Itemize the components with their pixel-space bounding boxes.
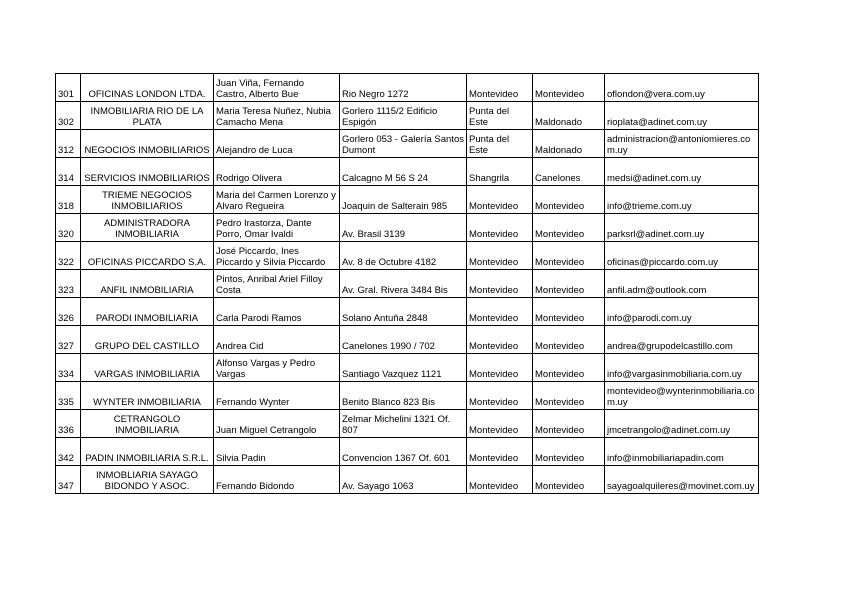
address-cell: Rio Negro 1272 [340, 74, 467, 102]
agency-name-cell: TRIEME NEGOCIOS INMOBILIARIOS [81, 186, 214, 214]
email-cell: info@trieme.com.uy [605, 186, 759, 214]
department-cell: Montevideo [533, 354, 605, 382]
department-cell: Montevideo [533, 270, 605, 298]
city-cell: Montevideo [467, 354, 533, 382]
department-cell: Montevideo [533, 466, 605, 494]
listing-rows [56, 74, 759, 494]
contact-names-cell: José Piccardo, Ines Piccardo y Silvia Piccardo [214, 242, 340, 270]
record-number-cell: 318 [56, 186, 81, 214]
department-cell: Canelones [533, 158, 605, 186]
city-cell: Montevideo [467, 298, 533, 326]
table-row [56, 242, 759, 270]
city-cell: Montevideo [467, 438, 533, 466]
agency-name-cell: ANFIL INMOBILIARIA [81, 270, 214, 298]
city-cell: Montevideo [467, 382, 533, 410]
contact-names-cell: Juan Viña, Fernando Castro, Alberto Bue [214, 74, 340, 102]
record-number-cell: 323 [56, 270, 81, 298]
department-cell: Montevideo [533, 214, 605, 242]
record-number-cell: 336 [56, 410, 81, 438]
email-cell: administracion@antoniomieres.com.uy [605, 130, 759, 158]
record-number-cell: 302 [56, 102, 81, 130]
city-cell: Shangrila [467, 158, 533, 186]
email-cell: jmcetrangolo@adinet.com.uy [605, 410, 759, 438]
department-cell: Montevideo [533, 298, 605, 326]
table-row [56, 186, 759, 214]
agency-name-cell: VARGAS INMOBILIARIA [81, 354, 214, 382]
record-number-cell: 312 [56, 130, 81, 158]
record-number-cell: 322 [56, 242, 81, 270]
record-number-cell: 314 [56, 158, 81, 186]
address-cell: Av. Gral. Rivera 3484 Bis [340, 270, 467, 298]
table-row [56, 354, 759, 382]
contact-names-cell: Juan Miguel Cetrangolo [214, 410, 340, 438]
city-cell: Montevideo [467, 74, 533, 102]
city-cell: Montevideo [467, 270, 533, 298]
department-cell: Maldonado [533, 102, 605, 130]
table-row [56, 382, 759, 410]
email-cell: rioplata@adinet.com.uy [605, 102, 759, 130]
agency-name-cell: CETRANGOLO INMOBILIARIA [81, 410, 214, 438]
email-cell: andrea@grupodelcastillo.com [605, 326, 759, 354]
agency-name-cell: WYNTER INMOBILIARIA [81, 382, 214, 410]
contact-names-cell: Fernando Bidondo [214, 466, 340, 494]
record-number-cell: 347 [56, 466, 81, 494]
contact-names-cell: Pintos, Anribal Ariel Filloy Costa [214, 270, 340, 298]
city-cell: Montevideo [467, 326, 533, 354]
contact-names-cell: Rodrigo Olivera [214, 158, 340, 186]
department-cell: Montevideo [533, 410, 605, 438]
address-cell: Av. Brasil 3139 [340, 214, 467, 242]
table-row [56, 466, 759, 494]
address-cell: Gorlero 1115/2 Edificio Espigón [340, 102, 467, 130]
address-cell: Convencion 1367 Of. 601 [340, 438, 467, 466]
address-cell: Canelones 1990 / 702 [340, 326, 467, 354]
email-cell: info@inmobiliariapadin.com [605, 438, 759, 466]
agency-name-cell: OFICINAS PICCARDO S.A. [81, 242, 214, 270]
address-cell: Santiago Vazquez 1121 [340, 354, 467, 382]
address-cell: Solano Antuña 2848 [340, 298, 467, 326]
address-cell: Gorlero 053 - Galería Santos Dumont [340, 130, 467, 158]
email-cell: parksrl@adinet.com.uy [605, 214, 759, 242]
email-cell: medsi@adinet.com.uy [605, 158, 759, 186]
table-row [56, 326, 759, 354]
department-cell: Montevideo [533, 186, 605, 214]
table-row [56, 270, 759, 298]
table-row [56, 102, 759, 130]
department-cell: Montevideo [533, 74, 605, 102]
address-cell: Av. 8 de Octubre 4182 [340, 242, 467, 270]
record-number-cell: 326 [56, 298, 81, 326]
table-row [56, 410, 759, 438]
department-cell: Montevideo [533, 242, 605, 270]
contact-names-cell: Silvia Padin [214, 438, 340, 466]
email-cell: oficinas@piccardo.com.uy [605, 242, 759, 270]
record-number-cell: 320 [56, 214, 81, 242]
agency-name-cell: SERVICIOS INMOBILIARIOS [81, 158, 214, 186]
record-number-cell: 327 [56, 326, 81, 354]
email-cell: anfil.adm@outlook.com [605, 270, 759, 298]
email-cell: montevideo@wynterinmobiliaria.com.uy [605, 382, 759, 410]
email-cell: info@parodi.com.uy [605, 298, 759, 326]
address-cell: Joaquin de Salterain 985 [340, 186, 467, 214]
record-number-cell: 334 [56, 354, 81, 382]
city-cell: Montevideo [467, 214, 533, 242]
city-cell: Montevideo [467, 410, 533, 438]
agency-name-cell: PADIN INMOBILIARIA S.R.L. [81, 438, 214, 466]
city-cell: Montevideo [467, 186, 533, 214]
department-cell: Montevideo [533, 382, 605, 410]
department-cell: Montevideo [533, 438, 605, 466]
agency-name-cell: ADMINISTRADORA INMOBILIARIA [81, 214, 214, 242]
table-row [56, 158, 759, 186]
city-cell: Montevideo [467, 242, 533, 270]
record-number-cell: 301 [56, 74, 81, 102]
city-cell: Punta del Este [467, 102, 533, 130]
contact-names-cell: Fernando Wynter [214, 382, 340, 410]
contact-names-cell: Alejandro de Luca [214, 130, 340, 158]
contact-names-cell: Alfonso Vargas y Pedro Vargas [214, 354, 340, 382]
contact-names-cell: Carla Parodi Ramos [214, 298, 340, 326]
department-cell: Montevideo [533, 326, 605, 354]
email-cell: sayagoalquileres@movinet.com.uy [605, 466, 759, 494]
table-row [56, 74, 759, 102]
address-cell: Calcagno M 56 S 24 [340, 158, 467, 186]
listing-table [55, 73, 759, 494]
email-cell: info@vargasinmobiliaria.com.uy [605, 354, 759, 382]
record-number-cell: 342 [56, 438, 81, 466]
city-cell: Montevideo [467, 466, 533, 494]
table-row [56, 214, 759, 242]
contact-names-cell: Pedro Irastorza, Dante Porro, Omar Ivaldi [214, 214, 340, 242]
contact-names-cell: Andrea Cid [214, 326, 340, 354]
agency-name-cell: INMOBLIARIA SAYAGO BIDONDO Y ASOC. [81, 466, 214, 494]
department-cell: Maldonado [533, 130, 605, 158]
address-cell: Zelmar Michelini 1321 Of. 807 [340, 410, 467, 438]
address-cell: Av. Sayago 1063 [340, 466, 467, 494]
city-cell: Punta del Este [467, 130, 533, 158]
address-cell: Benito Blanco 823 Bis [340, 382, 467, 410]
table-row [56, 438, 759, 466]
contact-names-cell: Maria del Carmen Lorenzo y Alvaro Regueira [214, 186, 340, 214]
agency-name-cell: INMOBILIARIA RIO DE LA PLATA [81, 102, 214, 130]
contact-names-cell: Maria Teresa Nuñez, Nubia Camacho Mena [214, 102, 340, 130]
record-number-cell: 335 [56, 382, 81, 410]
table-row [56, 130, 759, 158]
agency-name-cell: PARODI INMOBILIARIA [81, 298, 214, 326]
email-cell: oflondon@vera.com.uy [605, 74, 759, 102]
table-row [56, 298, 759, 326]
agency-name-cell: OFICINAS LONDON LTDA. [81, 74, 214, 102]
agency-name-cell: NEGOCIOS INMOBILIARIOS [81, 130, 214, 158]
agency-name-cell: GRUPO DEL CASTILLO [81, 326, 214, 354]
